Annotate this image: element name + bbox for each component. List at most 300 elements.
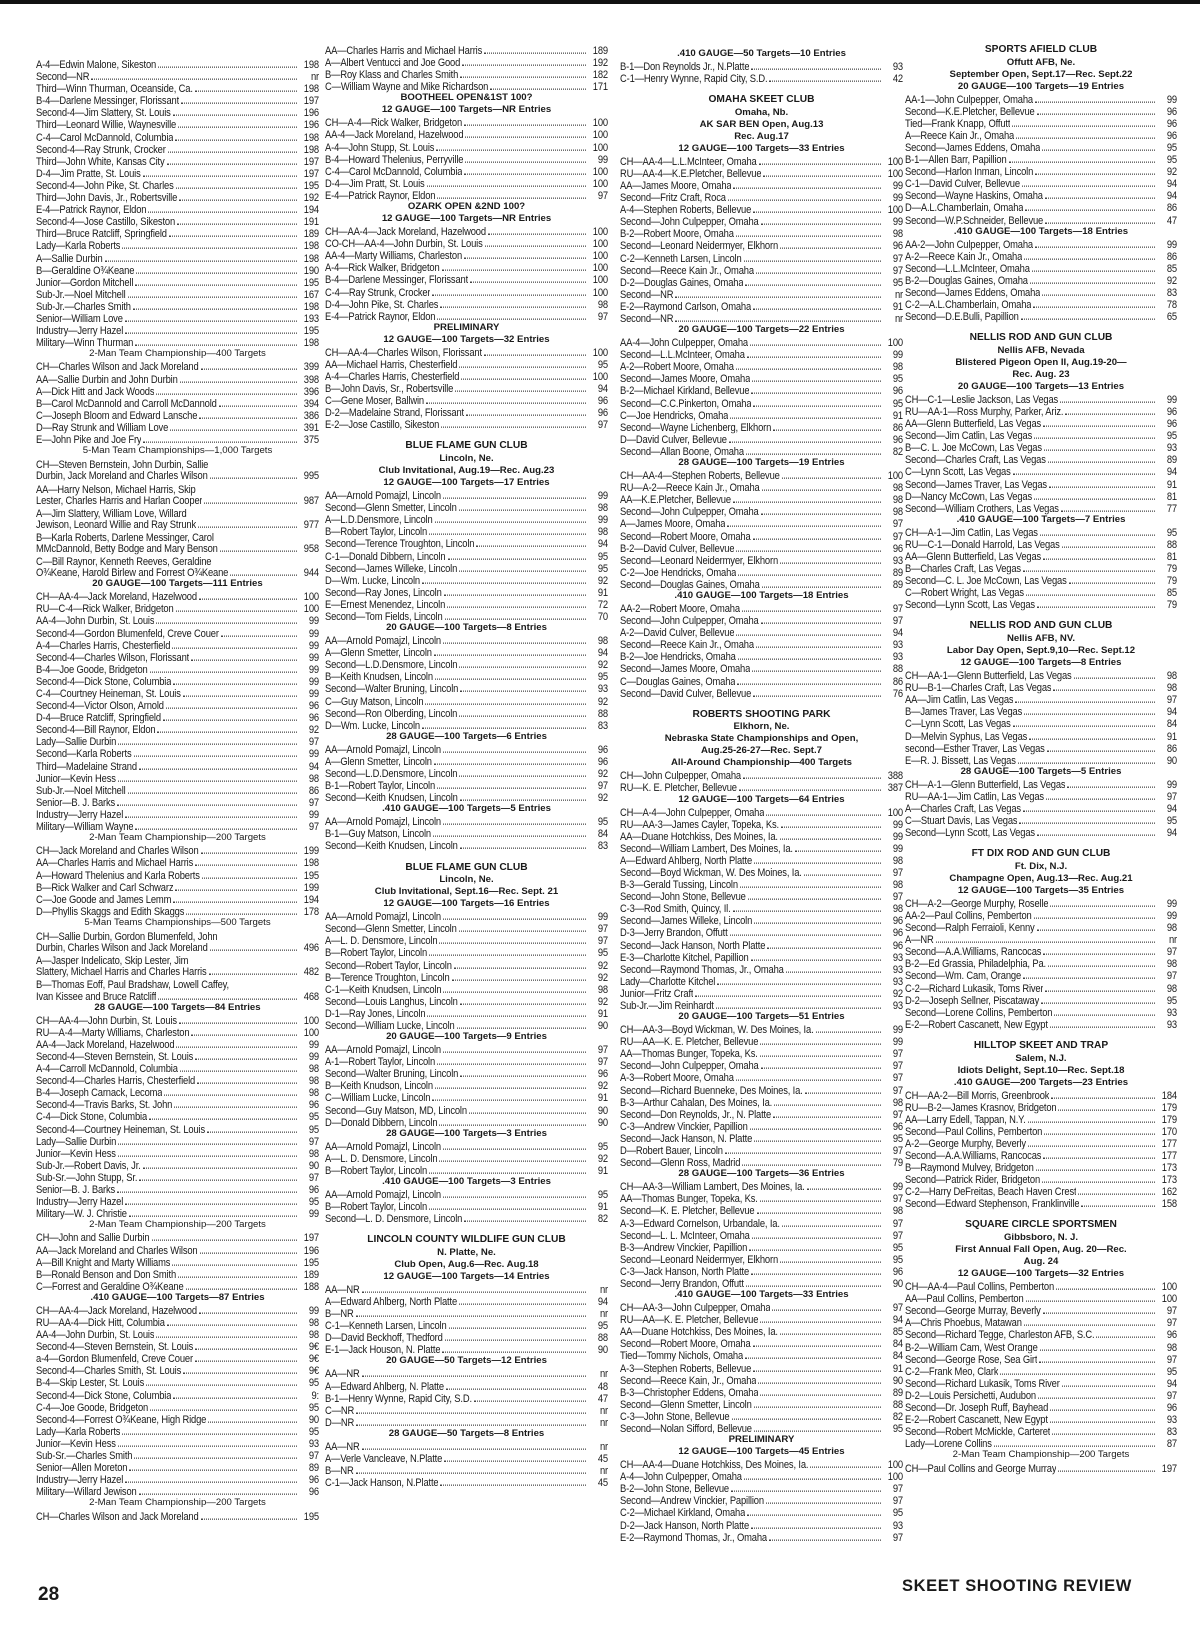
- event-heading: .410 GAUGE—100 Targets—33 Entries: [674, 1289, 849, 1301]
- shooter-entry: Second-4—Jim Slattery, St. Louis: [36, 106, 171, 119]
- dot-leader: [1043, 1313, 1155, 1314]
- score: 94: [597, 644, 608, 659]
- shooter-entry: CO-CH—AA-4—John Durbin, St. Louis: [325, 237, 483, 249]
- dot-leader: [177, 224, 297, 225]
- shooter-entry: CH—C-1—Leslie Jackson, Las Vegas: [905, 392, 1059, 405]
- dot-leader: [434, 763, 586, 764]
- dot-leader: [446, 1388, 586, 1389]
- score: 97: [892, 1481, 903, 1495]
- dot-leader: [180, 1071, 297, 1072]
- dot-leader: [443, 498, 586, 499]
- dot-leader: [745, 1358, 881, 1359]
- dot-leader: [742, 1165, 881, 1166]
- shooter-entry: E-2—Robert Cascanett, New Egypt: [905, 1017, 1048, 1030]
- score: 94: [308, 758, 319, 772]
- dot-leader: [135, 345, 297, 346]
- dot-leader: [176, 611, 297, 612]
- score: 100: [592, 284, 608, 298]
- dot-leader: [739, 790, 881, 791]
- score: 198: [303, 298, 319, 313]
- dot-leader: [432, 294, 586, 295]
- score: 98: [1166, 667, 1177, 682]
- dot-leader: [736, 369, 881, 370]
- score: 198: [303, 238, 319, 252]
- dot-leader: [748, 899, 881, 900]
- shooter-entry: Second—Lynn Scott, Las Vegas: [905, 598, 1035, 611]
- shooter-entry: CH—AA-3—William Lambert, Des Moines, Ia.: [620, 1180, 805, 1192]
- score: 98: [892, 1094, 903, 1108]
- dot-leader: [128, 296, 297, 297]
- dot-leader: [1024, 714, 1155, 715]
- score: 96: [1166, 127, 1177, 142]
- score: 99: [308, 649, 319, 663]
- score: 97: [308, 1133, 319, 1147]
- column-4: [905, 44, 1177, 1544]
- dot-leader: [443, 919, 586, 920]
- score: 92: [597, 789, 608, 804]
- score: nr: [599, 1366, 608, 1380]
- score: 98: [892, 504, 903, 518]
- shooter-entry: Second—Robert Moore, Omaha: [620, 1337, 751, 1350]
- shooter-entry: Second—Glenn Smetter, Lincoln: [620, 1397, 752, 1410]
- dot-leader: [179, 1022, 297, 1023]
- shooter-entry: Third—John White, Kansas City: [36, 154, 165, 167]
- score: 100: [592, 247, 608, 262]
- shooter-entry: B—Robert Taylor, Lincoln: [325, 1163, 428, 1176]
- dot-leader: [459, 667, 586, 668]
- shooter-entry: CH—A-1—Glenn Butterfield, Las Vegas: [905, 777, 1066, 790]
- score: 94: [1166, 1375, 1177, 1389]
- score: 99: [308, 685, 319, 700]
- shooter-entry: D—Nancy McCown, Las Vegas: [905, 489, 1033, 502]
- dot-leader: [731, 1491, 881, 1492]
- dot-leader: [434, 655, 586, 656]
- dot-leader: [729, 441, 881, 442]
- score: 96: [892, 238, 903, 252]
- team-event-heading: 2-Man Team Championship—200 Targets: [952, 1449, 1130, 1461]
- dot-leader: [773, 1116, 881, 1117]
- shooter-entry: Senior—B. J. Barks: [36, 1182, 116, 1195]
- dot-leader: [181, 103, 297, 104]
- shooter-entry: D—David Beckhoff, Thedford: [325, 1331, 443, 1343]
- score: 91: [892, 1360, 903, 1374]
- shooter-entry: Second—Ron Olberding, Lincoln: [325, 706, 458, 719]
- shooter-entry: D—David Culver, Bellevue: [620, 432, 727, 445]
- shooter-entry: Second—NR: [36, 70, 90, 82]
- result-row: [36, 566, 319, 581]
- score: 97: [1166, 1387, 1177, 1402]
- dot-leader: [1074, 678, 1155, 679]
- dot-leader: [754, 1140, 881, 1141]
- shooter-entry: RU—A-2—Reece Kain Jr., Omaha: [620, 481, 760, 493]
- score: 193: [303, 310, 319, 325]
- shooter-entry: B-2—John Stone, Bellevue: [620, 1482, 729, 1494]
- shooter-entry: A—Chris Phoebus, Matawan: [905, 1316, 1022, 1329]
- shooter-entry: Jewison, Leonard Willie and Ray Strunk: [36, 517, 197, 530]
- shooter-entry: Second—James Eddens, Omaha: [905, 140, 1041, 153]
- shooter-entry: Second-4—Steven Bernstein, St. Louis: [36, 1340, 194, 1352]
- score: 195: [303, 1254, 319, 1268]
- dot-leader: [1032, 270, 1155, 271]
- dot-leader: [207, 1131, 297, 1132]
- shooter-entry: Second—L.L.McIntеer, Omaha: [905, 261, 1030, 274]
- dot-leader: [437, 788, 586, 789]
- dot-leader: [1061, 510, 1155, 511]
- score: 195: [303, 274, 319, 288]
- score: 194: [303, 201, 319, 216]
- shooter-entry: Second—William Lambert, Des Moines, Ia.: [620, 841, 793, 854]
- score: 375: [303, 431, 319, 446]
- dot-leader: [728, 200, 881, 201]
- score: 92: [597, 1078, 608, 1092]
- result-row: [325, 610, 608, 625]
- score: 96: [892, 431, 903, 446]
- shooter-entry: Second—Reece Kain, Jr., Omaha: [620, 1373, 757, 1386]
- dot-leader: [745, 284, 881, 285]
- shooter-entry: RU—AA-1—Ross Murphy, Parker, Ariz.: [905, 404, 1064, 417]
- dot-leader: [1034, 438, 1155, 439]
- dot-leader: [1081, 1206, 1155, 1207]
- shooter-entry: RU—AA—K. E. Pletcher, Bellevue: [620, 1313, 759, 1325]
- shooter-entry: Second—Richard Tegge, Charleston AFB, S.C.: [905, 1328, 1095, 1341]
- shooter-entry: B-4—Howard Thelenius, Perryville: [325, 152, 464, 165]
- shooter-entry: Second—Richard Lukasik, Toms River: [905, 1376, 1060, 1389]
- shooter-entry: B—Ronald Benson and Don Smith: [36, 1267, 177, 1280]
- dot-leader: [459, 931, 586, 932]
- shooter-entry: E-3—Charlotte Kitchel, Papillion: [620, 950, 749, 963]
- dot-leader: [362, 1448, 586, 1449]
- score: 199: [303, 843, 319, 857]
- result-row: [36, 433, 319, 448]
- dot-leader: [1050, 1026, 1155, 1027]
- dot-leader: [795, 850, 881, 851]
- shooter-entry: C-1—Henry Wynne, Rapid City, S.D.: [620, 72, 768, 84]
- dot-leader: [736, 550, 881, 551]
- dot-leader: [1065, 414, 1155, 415]
- score: 98: [308, 1326, 319, 1341]
- shooter-entry: AA—Glenn Butterfield, Las Vegas: [905, 417, 1042, 429]
- score: 78: [1166, 296, 1177, 311]
- shooter-entry: Second—Wm. Cam, Orange: [905, 969, 1022, 982]
- dot-leader: [736, 635, 881, 636]
- shooter-entry: B—Charles Craft, Las Vegas: [905, 562, 1021, 574]
- shooter-entry: A—Edward Ahlberg, North Platte: [325, 1295, 458, 1307]
- dot-leader: [1045, 198, 1155, 199]
- score: 88: [1166, 536, 1177, 551]
- shooter-entry: CH—AA-4—Jack Moreland, Hazelwood: [36, 590, 197, 602]
- score: 99: [892, 816, 903, 830]
- score: 97: [892, 612, 903, 627]
- score: 97: [1166, 944, 1177, 958]
- dot-leader: [449, 1328, 586, 1329]
- score: 195: [303, 1508, 319, 1522]
- shooter-entry: Second—Don Reynolds, Jr., N. Platte: [620, 1107, 772, 1120]
- dot-leader: [750, 345, 881, 346]
- dot-leader: [476, 546, 586, 547]
- shooter-entry: B-4—Darlene Messinger, Florissant: [36, 94, 180, 106]
- score: 96: [1166, 403, 1177, 418]
- score: 91: [597, 1090, 608, 1104]
- dot-leader: [362, 1291, 586, 1292]
- dot-leader: [442, 1352, 586, 1353]
- dot-leader: [437, 197, 586, 198]
- shooter-entry: A—Charles Craft, Las Vegas: [905, 802, 1021, 814]
- result-row: [325, 1476, 608, 1491]
- dot-leader: [200, 1252, 298, 1253]
- shooter-entry: B-2—Robert Moore, Omaha: [620, 227, 734, 240]
- dot-leader: [743, 778, 881, 779]
- score: 98: [892, 491, 903, 506]
- score: 99: [308, 625, 319, 639]
- score: 90: [308, 1411, 319, 1425]
- shooter-entry: Second—Glenn Smetter, Lincoln: [325, 501, 457, 513]
- event-heading: Club Invitational, Aug.19—Rec. Aug.23: [378, 465, 555, 477]
- shooter-entry: second—Esther Traver, Las Vegas: [905, 741, 1045, 754]
- dot-leader: [425, 703, 586, 704]
- dot-leader: [139, 1179, 297, 1180]
- club-location: Elkhorn, Ne.: [733, 721, 790, 733]
- shooter-entry: Second—Louis Langhus, Lincoln: [325, 994, 458, 1007]
- dot-leader: [356, 1316, 586, 1317]
- result-row: [325, 310, 608, 325]
- dot-leader: [762, 490, 881, 491]
- dot-leader: [727, 526, 881, 527]
- dot-leader: [466, 415, 586, 416]
- dot-leader: [773, 429, 881, 430]
- score: 99: [308, 613, 319, 627]
- shooter-entry: C—Stuart Davis, Las Vegas: [905, 814, 1018, 826]
- score: 97: [892, 1215, 903, 1229]
- dot-leader: [1042, 295, 1155, 296]
- score: 958: [303, 540, 319, 555]
- club-location: N. Platte, Ne.: [437, 1246, 496, 1258]
- dot-leader: [125, 1482, 297, 1483]
- score: 84: [597, 826, 608, 840]
- dot-leader: [1018, 762, 1155, 763]
- shooter-entry: B-2—Joe Hendricks, Omaha: [620, 650, 736, 663]
- dot-leader: [156, 623, 297, 624]
- shooter-entry: AA-4—John Durbin, St. Louis: [36, 614, 155, 627]
- result-row: [36, 1207, 319, 1222]
- shooter-entry: Second—Harlon Inman, Lincoln: [905, 165, 1034, 177]
- dot-leader: [1052, 1434, 1155, 1435]
- shooter-entry: Third—John Davis, Jr., Robertsville: [36, 191, 178, 203]
- dot-leader: [762, 586, 881, 587]
- dot-leader: [736, 236, 881, 237]
- score: nr: [599, 1281, 608, 1296]
- dot-leader: [1029, 738, 1155, 739]
- score: 42: [892, 70, 903, 85]
- score: 178: [303, 903, 319, 917]
- dot-leader: [464, 125, 586, 126]
- dot-leader: [179, 200, 297, 201]
- score: 93: [892, 552, 903, 566]
- score: 95: [308, 1121, 319, 1135]
- dot-leader: [769, 81, 881, 82]
- score: 95: [892, 371, 903, 385]
- score: 99: [597, 487, 608, 502]
- dot-leader: [148, 212, 297, 213]
- score: 96: [308, 1472, 319, 1486]
- score: 86: [308, 782, 319, 796]
- score: 96: [892, 1263, 903, 1278]
- score: 96: [597, 741, 608, 756]
- score: 396: [303, 383, 319, 397]
- shooter-entry: AA—Arnold Pomajzl, Lincoln: [325, 742, 441, 755]
- dot-leader: [994, 1446, 1155, 1447]
- dot-leader: [210, 478, 297, 479]
- shooter-entry: B—Raymond Mulvey, Bridgeton: [905, 1161, 1034, 1173]
- shooter-entry: D—Ray Strunk and William Love: [36, 420, 169, 433]
- dot-leader: [1033, 307, 1155, 308]
- dot-leader: [445, 619, 586, 620]
- dot-leader: [455, 391, 586, 392]
- club-heading: ROBERTS SHOOTING PARK: [692, 708, 831, 720]
- dot-leader: [464, 173, 586, 174]
- score: 9€: [308, 1338, 319, 1353]
- shooter-entry: Second—Wayne Lichenberg, Elkhorn: [620, 420, 772, 433]
- score: 198: [303, 58, 319, 71]
- dot-leader: [736, 1080, 881, 1081]
- shooter-entry: E—R. J. Bissett, Las Vegas: [905, 753, 1016, 766]
- score: 95: [308, 1423, 319, 1438]
- result-row: [905, 214, 1177, 229]
- score: nr: [599, 1438, 608, 1453]
- dot-leader: [454, 967, 586, 968]
- score: 88: [892, 1396, 903, 1411]
- shooter-entry: AA—Arnold Pomajzl, Lincoln: [325, 1043, 441, 1055]
- shooter-entry: C-3—Rod Smith, Quincy, Il.: [620, 902, 731, 914]
- shooter-entry: AA—Thomas Bunger, Topeka, Ks.: [620, 1047, 758, 1059]
- score: 96: [308, 1097, 319, 1111]
- score: 94: [597, 536, 608, 550]
- dot-leader: [204, 502, 297, 503]
- shooter-entry: Second—NR: [620, 287, 674, 300]
- score: 97: [1166, 692, 1177, 706]
- score: 95: [892, 1130, 903, 1145]
- event-heading: Club Invitational, Sept.16—Rec. Sept. 21: [374, 886, 559, 898]
- score: 91: [892, 298, 903, 313]
- shooter-entry: CH—AA-4—Jack Moreland, Hazelwood: [36, 1303, 197, 1316]
- shooter-entry: AA—Duane Hotchkiss, Des Moines, Ia.: [620, 1325, 778, 1337]
- score: 93: [1166, 1004, 1177, 1018]
- shooter-entry: AA-4—John Durbin, St. Louis: [36, 1328, 155, 1340]
- score: 171: [592, 79, 608, 93]
- shooter-entry: Lady—Charlotte Kitchel: [620, 974, 716, 987]
- score: 97: [597, 1053, 608, 1068]
- dot-leader: [1035, 246, 1155, 247]
- dot-leader: [733, 911, 881, 912]
- dot-leader: [730, 417, 881, 418]
- event-heading: OZARK OPEN &2ND 100?: [407, 201, 526, 213]
- event-heading: .410 GAUGE—100 Targets—7 Entries: [956, 513, 1126, 525]
- shooter-entry: Second—John Culpepper, Omaha: [620, 1059, 759, 1072]
- score: 95: [892, 1420, 903, 1435]
- event-heading: 12 GAUGE—100 Targets—14 Entries: [383, 1270, 550, 1282]
- score: 189: [303, 226, 319, 240]
- dot-leader: [439, 1124, 586, 1125]
- score: 86: [1166, 740, 1177, 754]
- score: 99: [1166, 236, 1177, 250]
- result-text-line: B—Thomas Eoff, Paul Bradshaw, Lowell Caffey,: [36, 977, 229, 991]
- dot-leader: [437, 1064, 586, 1065]
- score: 77: [1166, 500, 1177, 514]
- dot-leader: [195, 91, 297, 92]
- club-heading: FT DIX ROD AND GUN CLUB: [971, 848, 1111, 860]
- score: 100: [592, 223, 608, 238]
- shooter-entry: D-1—Ray Jones, Lincoln: [325, 1006, 426, 1019]
- shooter-entry: Military—Willard Jewison: [36, 1485, 137, 1498]
- dot-leader: [461, 379, 586, 380]
- score: 79: [1166, 597, 1177, 611]
- shooter-entry: Sub-Jr.—Charles Smith: [36, 299, 131, 312]
- dot-leader: [747, 1515, 881, 1516]
- shooter-entry: D-4—John Pike, St. Charles: [325, 297, 439, 310]
- shooter-entry: Second—NR: [620, 312, 674, 324]
- dot-leader: [1013, 474, 1155, 475]
- shooter-entry: Second—Jack Hanson, N. Platte: [620, 1131, 753, 1144]
- dot-leader: [210, 950, 297, 951]
- score: 97: [892, 1227, 903, 1241]
- result-row: [905, 826, 1177, 841]
- score: 97: [597, 933, 608, 947]
- dot-leader: [163, 720, 297, 721]
- dot-leader: [737, 683, 881, 684]
- dot-leader: [1042, 1182, 1155, 1183]
- score: 96: [892, 1118, 903, 1133]
- score: 97: [597, 308, 608, 322]
- shooter-entry: Second—L. D. Densmore, Lincoln: [325, 1212, 463, 1224]
- shooter-entry: Second—David Culver, Bellevue: [620, 686, 752, 699]
- dot-leader: [717, 983, 881, 984]
- shooter-entry: A—James Moore, Omaha: [620, 517, 726, 530]
- score: 97: [1166, 968, 1177, 982]
- shooter-entry: D-2—Joseph Sellner, Piscataway: [905, 993, 1040, 1006]
- score: 995: [303, 468, 319, 482]
- score: 92: [597, 765, 608, 780]
- top-rule: [0, 0, 1200, 4]
- event-heading: 12 GAUGE—100 Targets—NR Entries: [381, 104, 552, 116]
- shooter-entry: A-1—Robert Taylor, Lincoln: [325, 1055, 436, 1067]
- event-heading: 28 GAUGE—100 Targets—5 Entries: [960, 765, 1122, 777]
- score: 89: [892, 564, 903, 578]
- score: 482: [303, 964, 319, 978]
- event-heading: .410 GAUGE—100 Targets—18 Entries: [674, 589, 849, 601]
- event-heading: 20 GAUGE—100 Targets—19 Entries: [957, 80, 1125, 92]
- shooter-entry: a-4—Gordon Blumenfeld, Creve Couer: [36, 1352, 193, 1365]
- column-3: [620, 48, 903, 1548]
- shooter-entry: C-2—Kenneth Larsen, Lincoln: [620, 251, 742, 264]
- dot-leader: [1023, 571, 1155, 572]
- dot-leader: [356, 1412, 586, 1413]
- dot-leader: [448, 558, 587, 559]
- shooter-entry: Second—Nolan Sifford, Bellevue: [620, 1422, 752, 1434]
- shooter-entry: A—Sallie Durbin: [36, 251, 103, 264]
- shooter-entry: AA—Jim Catlin, Las Vegas: [905, 693, 1014, 705]
- dot-leader: [1016, 137, 1155, 138]
- shooter-entry: E-2—Raymond Thomas, Jr., Omaha: [620, 1530, 767, 1543]
- dot-leader: [816, 1032, 881, 1033]
- shooter-entry: AA-2—Robert Moore, Omaha: [620, 601, 740, 614]
- score: 99: [308, 1302, 319, 1317]
- score: 99: [892, 189, 903, 204]
- shooter-entry: A-3—Robert Moore, Omaha: [620, 1071, 734, 1084]
- score: nr: [310, 68, 319, 83]
- dot-leader: [429, 534, 586, 535]
- shooter-entry: AA—Thomas Bunger, Topeka, Ks.: [620, 1192, 758, 1205]
- event-heading: 12 GAUGE—100 Targets—16 Entries: [383, 898, 550, 910]
- shooter-entry: Sub-Jr.—Robert Davis, Jr.: [36, 1158, 141, 1171]
